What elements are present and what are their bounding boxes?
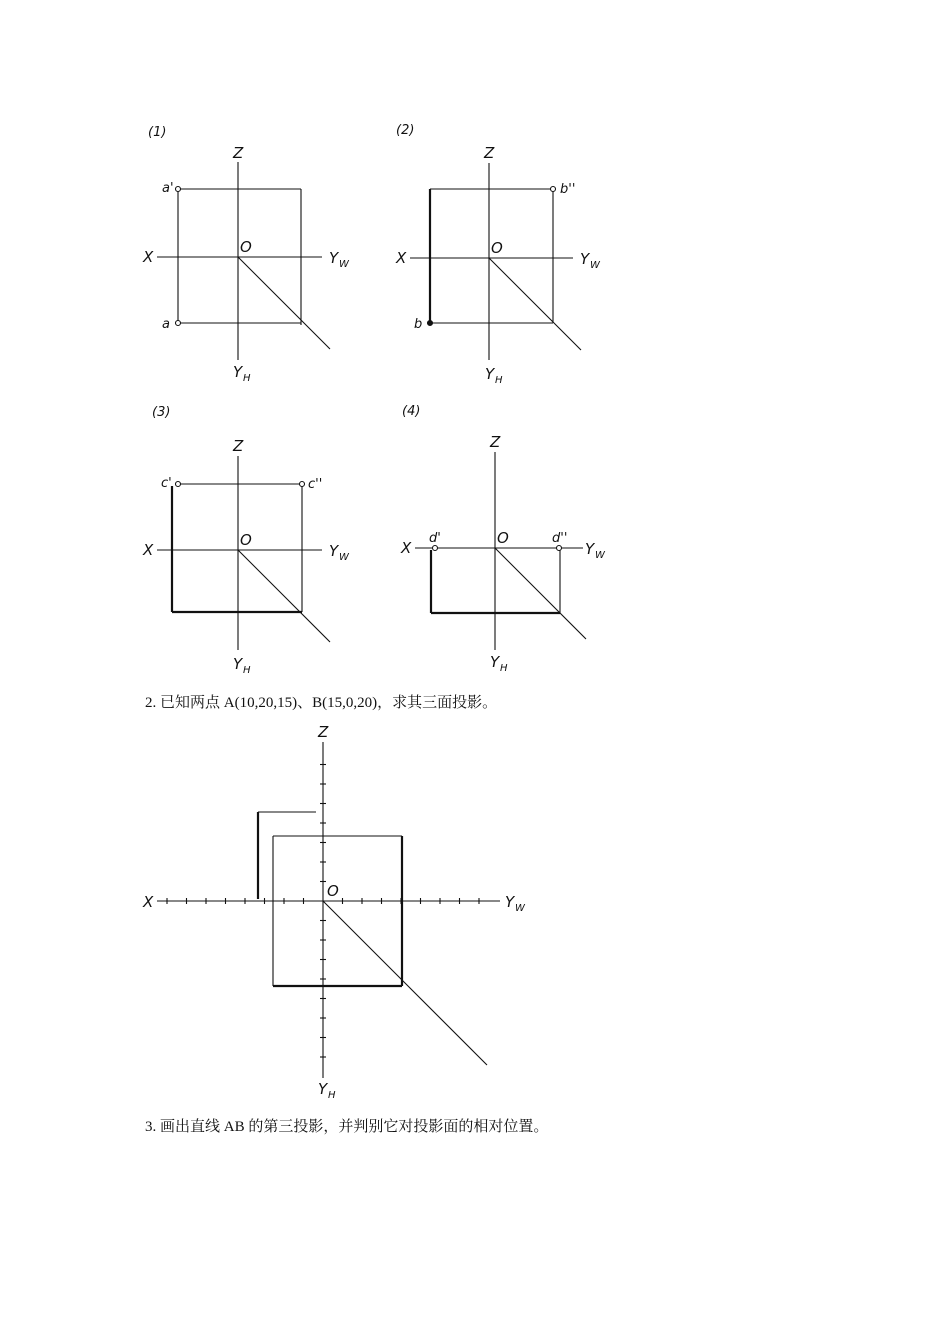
z-label: Z [233, 437, 244, 455]
point-a [176, 321, 181, 326]
origin-label: O [240, 531, 252, 549]
yh-subscript: H [500, 663, 508, 674]
diagonal-45 [238, 257, 330, 349]
x-label: X [396, 249, 407, 267]
yw-subscript: W [590, 260, 600, 271]
question-2: 2. 已知两点 A(10,20,15)、B(15,0,20)，求其三面投影。 [145, 695, 498, 711]
yw-label: Y [580, 250, 590, 268]
label-b-double-prime: b'' [560, 182, 576, 197]
figure-1 [142, 125, 350, 384]
yw-subscript: W [515, 903, 525, 914]
figure-2 [395, 123, 601, 386]
z-label: Z [318, 723, 329, 741]
point-b [428, 321, 433, 326]
z-label: Z [233, 144, 244, 162]
yh-label: Y [233, 363, 243, 381]
yw-subscript: W [339, 552, 349, 563]
label-c-prime: c' [161, 476, 172, 491]
yh-subscript: H [243, 665, 251, 676]
figure-1-tag: (1) [148, 125, 167, 140]
yh-label: Y [318, 1080, 328, 1098]
label-a: a [162, 317, 170, 332]
label-d-double-prime: d'' [552, 531, 568, 546]
yw-subscript: W [595, 550, 605, 561]
label-a-prime: a' [162, 181, 174, 196]
z-label: Z [490, 433, 501, 451]
figure-4-tag: (4) [402, 404, 421, 419]
question-3: 3. 画出直线 AB 的第三投影，并判别它对投影面的相对位置。 [145, 1119, 549, 1135]
figure-4 [400, 404, 606, 674]
point-d-prime [433, 546, 438, 551]
z-label: Z [484, 144, 495, 162]
yh-subscript: H [328, 1090, 336, 1101]
figure-2-tag: (2) [396, 123, 415, 138]
yw-label: Y [329, 542, 339, 560]
origin-label: O [327, 882, 339, 900]
yw-label: Y [585, 540, 595, 558]
point-c-double-prime [300, 482, 305, 487]
yh-label: Y [490, 653, 500, 671]
figure-3-tag: (3) [152, 405, 171, 420]
origin-label: O [491, 239, 503, 257]
x-label: X [401, 539, 412, 557]
label-c-double-prime: c'' [308, 477, 323, 492]
yw-label: Y [505, 893, 515, 911]
diagonal-45 [238, 550, 330, 642]
figure-3 [142, 405, 350, 676]
label-b: b [414, 317, 423, 332]
yh-label: Y [485, 365, 495, 383]
point-c-prime [176, 482, 181, 487]
point-b-double-prime [551, 187, 556, 192]
point-d-double-prime [557, 546, 562, 551]
figure-large [142, 723, 526, 1101]
yw-label: Y [329, 249, 339, 267]
origin-label: O [497, 529, 509, 547]
yh-subscript: H [495, 375, 503, 386]
x-label: X [143, 893, 154, 911]
diagonal-45 [323, 901, 487, 1065]
yh-label: Y [233, 655, 243, 673]
diagonal-45 [495, 548, 586, 639]
x-label: X [143, 248, 154, 266]
point-a-prime [176, 187, 181, 192]
diagonal-45 [489, 258, 581, 350]
label-d-prime: d' [429, 531, 441, 546]
origin-label: O [240, 238, 252, 256]
x-label: X [143, 541, 154, 559]
yw-subscript: W [339, 259, 349, 270]
yh-subscript: H [243, 373, 251, 384]
